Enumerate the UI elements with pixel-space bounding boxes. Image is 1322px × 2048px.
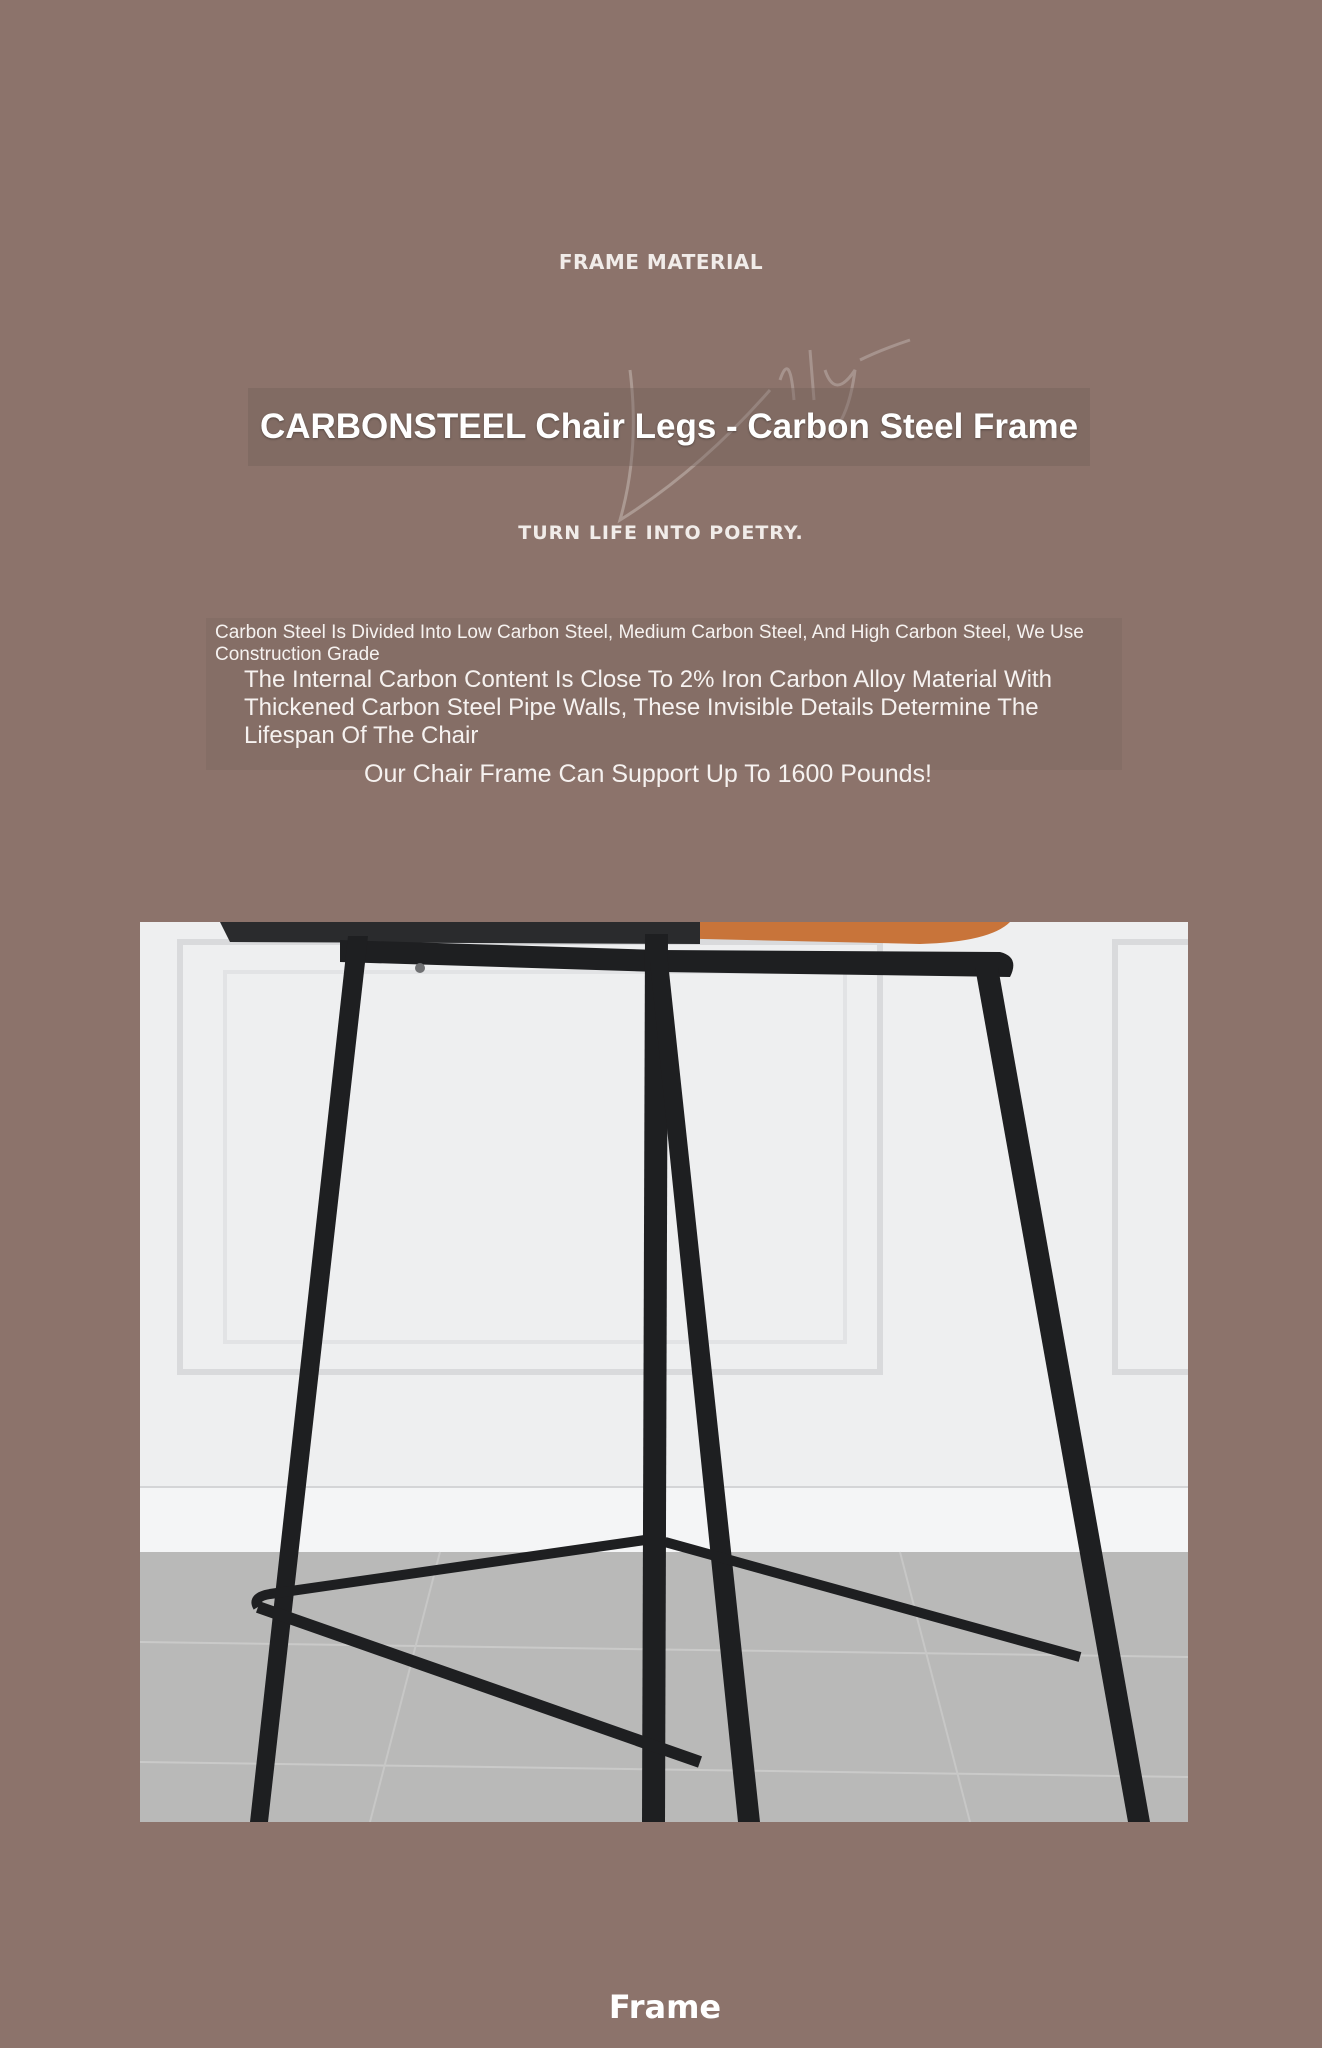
headline: CARBONSTEEL Chair Legs - Carbon Steel Frame <box>248 388 1090 466</box>
chair-frame-illustration <box>140 922 1188 1822</box>
chair-frame-photo <box>140 922 1188 1822</box>
section-label: FRAME MATERIAL <box>558 250 764 274</box>
support-line: Our Chair Frame Can Support Up To 1600 Pounds! <box>364 760 932 788</box>
slogan: TURN LIFE INTO POETRY. <box>518 522 804 544</box>
description-large: The Internal Carbon Content Is Close To 2% Iron Carbon Alloy Material With Thickened Carbon Steel Pipe Walls, These Invisible Details Determine The Lifespan Of The Chair <box>244 666 1052 749</box>
caption: Frame <box>608 1988 722 2026</box>
description-small: Carbon Steel Is Divided Into Low Carbon Steel, Medium Carbon Steel, And High Carbon Steel, We Use Construction Grade <box>215 622 1084 665</box>
